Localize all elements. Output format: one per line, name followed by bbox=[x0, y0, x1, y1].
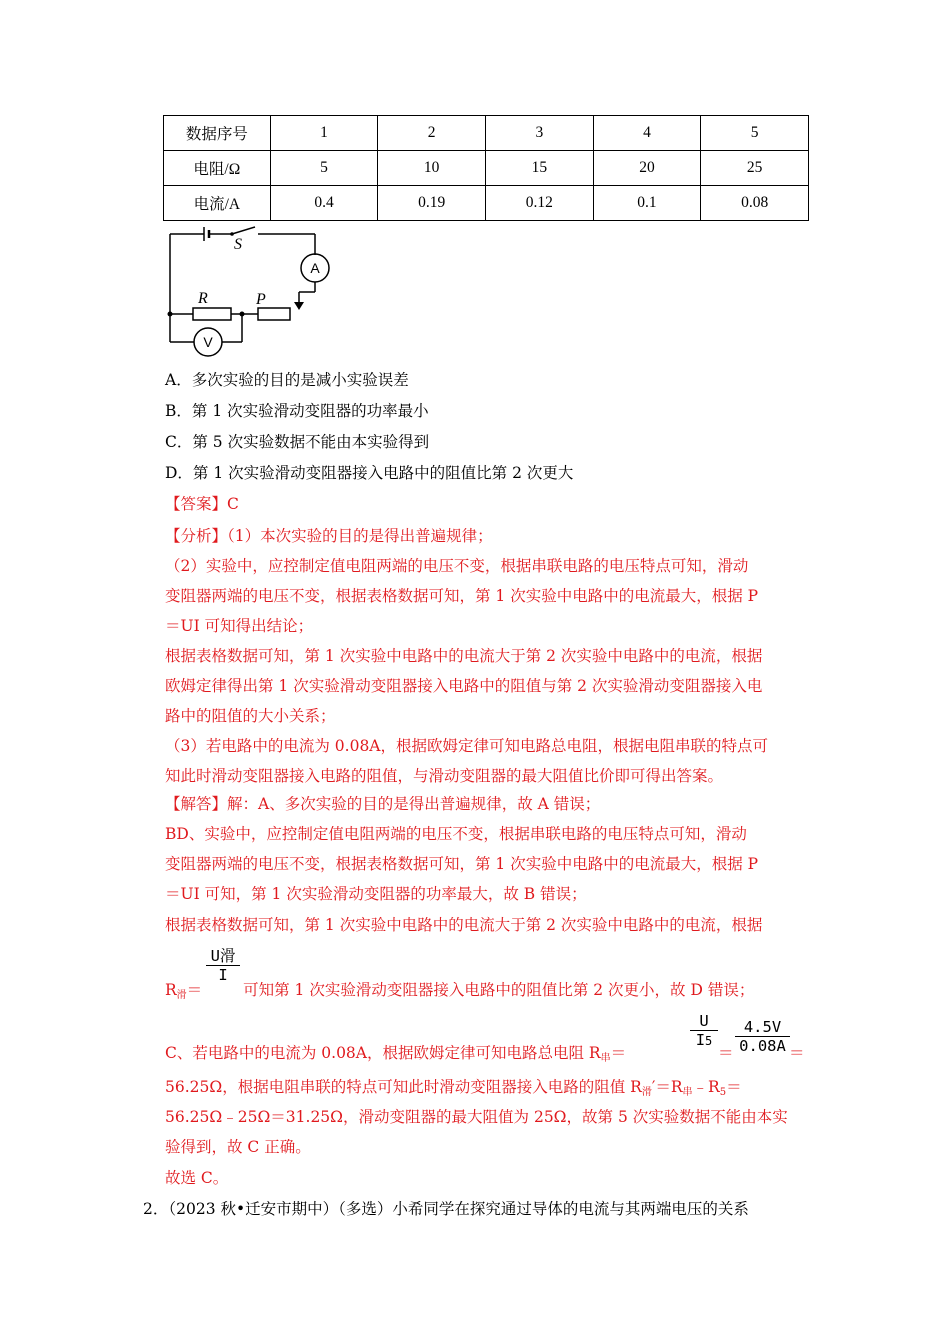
solution-line: 变阻器两端的电压不变，根据表格数据可知，第 1 次实验中电路中的电流最大，根据 P bbox=[165, 855, 759, 873]
solution-tail-line: 56.25Ω，根据电阻串联的特点可知此时滑动变阻器接入电路的阻值 $R_滑'=R_串﹣R_5=$ bbox=[165, 1078, 742, 1098]
next-question: 2．（2023 秋•迁安市期中）（多选）小希同学在探究通过导体的电流与其两端电压的关系 bbox=[143, 1200, 749, 1218]
solution-line: BD、实验中，应控制定值电阻两端的电压不变，根据串联电路的电压特点可知，滑动 bbox=[165, 825, 747, 843]
table-cell: 数据序号 bbox=[164, 116, 271, 151]
table-cell: 0.19 bbox=[378, 186, 486, 221]
data-table bbox=[163, 115, 809, 221]
table-cell: 0.12 bbox=[486, 186, 594, 221]
table-cell: 0.4 bbox=[270, 186, 378, 221]
fraction-u-slide-over-i bbox=[206, 947, 240, 984]
analysis-line: 【分析】（1）本次实验的目的是得出普遍规律； bbox=[165, 527, 493, 545]
analysis-line: 变阻器两端的电压不变，根据表格数据可知，第 1 次实验中电路中的电流最大，根据 P bbox=[165, 587, 759, 605]
table-cell: 25 bbox=[701, 151, 809, 186]
equals-sign: ＝ bbox=[789, 1044, 805, 1062]
table-row bbox=[164, 151, 809, 186]
table-cell: 0.1 bbox=[593, 186, 701, 221]
solution-tail-line: 验得到，故 C 正确。 bbox=[165, 1138, 311, 1156]
slider-arrow bbox=[294, 302, 304, 310]
table-cell: 3 bbox=[486, 116, 594, 151]
table-cell: 2 bbox=[378, 116, 486, 151]
table-cell: 5 bbox=[270, 151, 378, 186]
solution-line: 根据表格数据可知，第 1 次实验中电路中的电流大于第 2 次实验中电路中的电流，根据 bbox=[165, 916, 763, 934]
answer: 【答案】C bbox=[165, 495, 239, 513]
option-a: A．多次实验的目的是减小实验误差 bbox=[165, 371, 409, 389]
table-header-row bbox=[164, 116, 809, 151]
option-c: C．第 5 次实验数据不能由本实验得到 bbox=[165, 433, 430, 451]
analysis-line: （3）若电路中的电流为 0.08A，根据欧姆定律可知电路总电阻，根据电阻串联的特点可 bbox=[165, 737, 768, 755]
solution-tail-line: 故选 C。 bbox=[165, 1169, 229, 1187]
fraction-4-5v-over-0-08a: 4.5V 0.08A bbox=[735, 1018, 790, 1055]
solution-tail-line: 56.25Ω﹣25Ω＝31.25Ω，滑动变阻器的最大阻值为 25Ω，故第 5 次实验数据不能由本实 bbox=[165, 1108, 788, 1126]
table-cell: 0.08 bbox=[701, 186, 809, 221]
table-cell: 20 bbox=[593, 151, 701, 186]
table-cell: 15 bbox=[486, 151, 594, 186]
resistor-label: R bbox=[198, 290, 208, 307]
switch-blade bbox=[232, 227, 255, 234]
analysis-line: 根据表格数据可知，第 1 次实验中电路中的电流大于第 2 次实验中电路中的电流，根据 bbox=[165, 647, 763, 665]
table-cell: 电流/A bbox=[164, 186, 271, 221]
solution-formula-line: $R_滑=$ 可知第 1 次实验滑动变阻器接入电路中的阻值比第 2 次更小，故 D 错误； bbox=[165, 981, 755, 1001]
table-cell: 电阻/Ω bbox=[164, 151, 271, 186]
switch-label: S bbox=[234, 236, 242, 253]
fraction-numerator: U滑 bbox=[210, 947, 236, 965]
solution-c-line: C、若电路中的电流为 0.08A，根据欧姆定律可知电路总电阻 $R_串=$ bbox=[165, 1044, 627, 1064]
rheostat bbox=[258, 308, 290, 320]
solution-line: ＝UI 可知，第 1 次实验滑动变阻器的功率最大，故 B 错误； bbox=[165, 885, 587, 903]
ammeter-label: A bbox=[310, 260, 320, 276]
table-cell: 1 bbox=[270, 116, 378, 151]
resistor-r bbox=[193, 308, 231, 320]
table-cell: 5 bbox=[701, 116, 809, 151]
solution-line: 【解答】解：A、多次实验的目的是得出普遍规律，故 A 错误； bbox=[165, 795, 601, 813]
equals-sign: ＝ bbox=[718, 1044, 734, 1062]
table-cell: 10 bbox=[378, 151, 486, 186]
fraction-u-over-i5: U I5 bbox=[690, 1012, 718, 1050]
voltmeter-label: V bbox=[203, 334, 213, 350]
analysis-line: 欧姆定律得出第 1 次实验滑动变阻器接入电路中的阻值与第 2 次实验滑动变阻器接入电 bbox=[165, 677, 763, 695]
analysis-line: 路中的阻值的大小关系； bbox=[165, 707, 336, 725]
fraction-denominator: I bbox=[218, 966, 228, 984]
circuit-diagram bbox=[160, 224, 340, 359]
analysis-line: （2）实验中，应控制定值电阻两端的电压不变，根据串联电路的电压特点可知，滑动 bbox=[165, 557, 749, 575]
option-d: D．第 1 次实验滑动变阻器接入电路中的阻值比第 2 次更大 bbox=[165, 464, 574, 482]
analysis-line: 知此时滑动变阻器接入电路的阻值，与滑动变阻器的最大阻值比价即可得出答案。 bbox=[165, 767, 724, 785]
table-row bbox=[164, 186, 809, 221]
rheostat-label: P bbox=[256, 291, 266, 308]
table-cell: 4 bbox=[593, 116, 701, 151]
option-b: B．第 1 次实验滑动变阻器的功率最小 bbox=[165, 402, 429, 420]
analysis-line: ＝UI 可知得出结论； bbox=[165, 617, 314, 635]
